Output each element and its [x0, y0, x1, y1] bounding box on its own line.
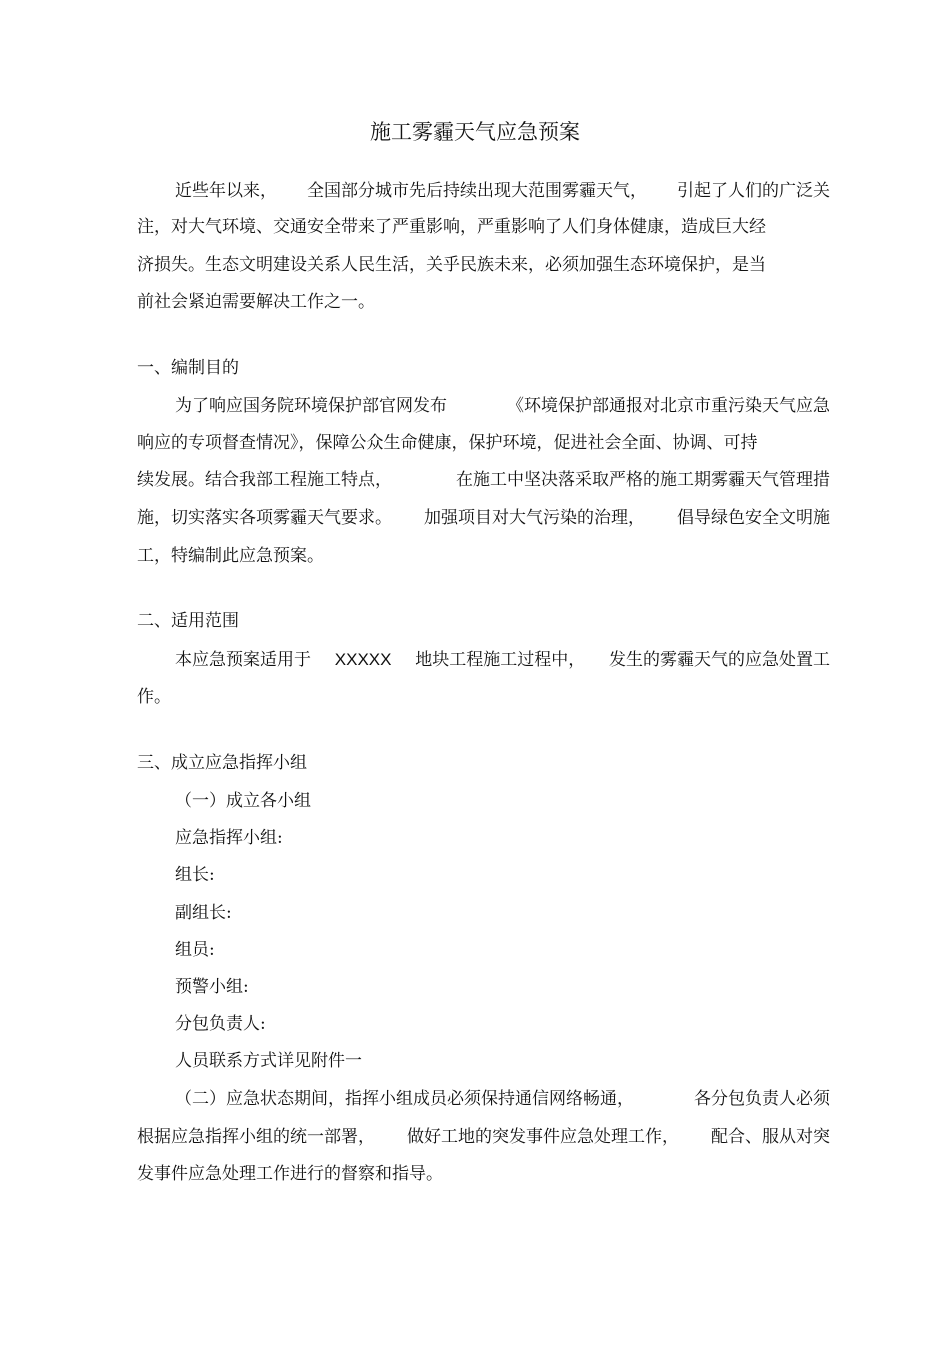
- group-item: 组长:: [175, 865, 215, 885]
- text-segment: 在施工中坚决落采取严格的施工期雾霾天气管理措: [456, 470, 830, 490]
- group-item: 分包负责人:: [175, 1014, 266, 1034]
- text-segment: 做好工地的突发事件应急处理工作，: [407, 1127, 679, 1147]
- section-3-p2-line-2: [137, 1126, 830, 1148]
- section-1-line-2: 响应的专项督查情况》，保障公众生命健康，保护环境，促进社会全面、协调、可持: [137, 433, 758, 453]
- section-3-p2-line-3: 发事件应急处理工作进行的督察和指导。: [137, 1164, 443, 1184]
- text-segment: 引起了人们的广泛关: [677, 181, 830, 201]
- section-2-line-2: 作。: [137, 687, 171, 707]
- intro-line-3: 济损失。生态文明建设关系人民生活，关乎民族未来，必须加强生态环境保护，是当: [137, 255, 766, 275]
- text-segment: 为了响应国务院环境保护部官网发布: [175, 396, 447, 416]
- intro-line-1: [175, 180, 830, 202]
- section-2-heading: 二、适用范围: [137, 611, 239, 631]
- intro-line-4: 前社会紧迫需要解决工作之一。: [137, 292, 375, 312]
- section-3-subheading-1: （一）成立各小组: [175, 791, 311, 811]
- section-1-line-3: [137, 469, 830, 491]
- text-segment: 配合、服从对突: [711, 1127, 830, 1147]
- group-item: 副组长:: [175, 903, 232, 923]
- section-1-line-4: [137, 507, 830, 529]
- group-item: 组员:: [175, 940, 215, 960]
- group-item: 人员联系方式详见附件一: [175, 1051, 362, 1071]
- text-segment: 根据应急指挥小组的统一部署，: [137, 1127, 375, 1147]
- section-2-line-1: [175, 649, 830, 671]
- text-segment: 《环境保护部通报对北京市重污染天气应急: [507, 396, 830, 416]
- text-segment: 倡导绿色安全文明施: [677, 508, 830, 528]
- section-1-line-1: [175, 395, 830, 417]
- intro-line-2: 注，对大气环境、交通安全带来了严重影响，严重影响了人们身体健康，造成巨大经: [137, 217, 766, 237]
- text-segment: （二）应急状态期间，指挥小组成员必须保持通信网络畅通，: [175, 1089, 634, 1109]
- section-3-heading: 三、成立应急指挥小组: [137, 753, 307, 773]
- text-segment: 全国部分城市先后持续出现大范围雾霾天气，: [307, 181, 647, 201]
- text-segment: 加强项目对大气污染的治理，: [424, 508, 645, 528]
- section-1-heading: 一、编制目的: [137, 358, 239, 378]
- section-1-line-5: 工，特编制此应急预案。: [137, 546, 324, 566]
- text-segment: 各分包负责人必须: [694, 1089, 830, 1109]
- text-segment: XXXXX: [334, 650, 392, 669]
- group-item: 应急指挥小组:: [175, 828, 283, 848]
- document-title: 施工雾霾天气应急预案: [370, 120, 580, 144]
- text-segment: 地块工程施工过程中，: [415, 650, 586, 670]
- section-3-p2-line-1: [175, 1088, 830, 1110]
- text-segment: 续发展。结合我部工程施工特点，: [137, 470, 392, 490]
- text-segment: 本应急预案适用于: [175, 650, 311, 670]
- group-item: 预警小组:: [175, 977, 249, 997]
- text-segment: 施，切实落实各项雾霾天气要求。: [137, 508, 392, 528]
- text-segment: 发生的雾霾天气的应急处置工: [609, 650, 830, 670]
- text-segment: 近些年以来，: [175, 181, 277, 201]
